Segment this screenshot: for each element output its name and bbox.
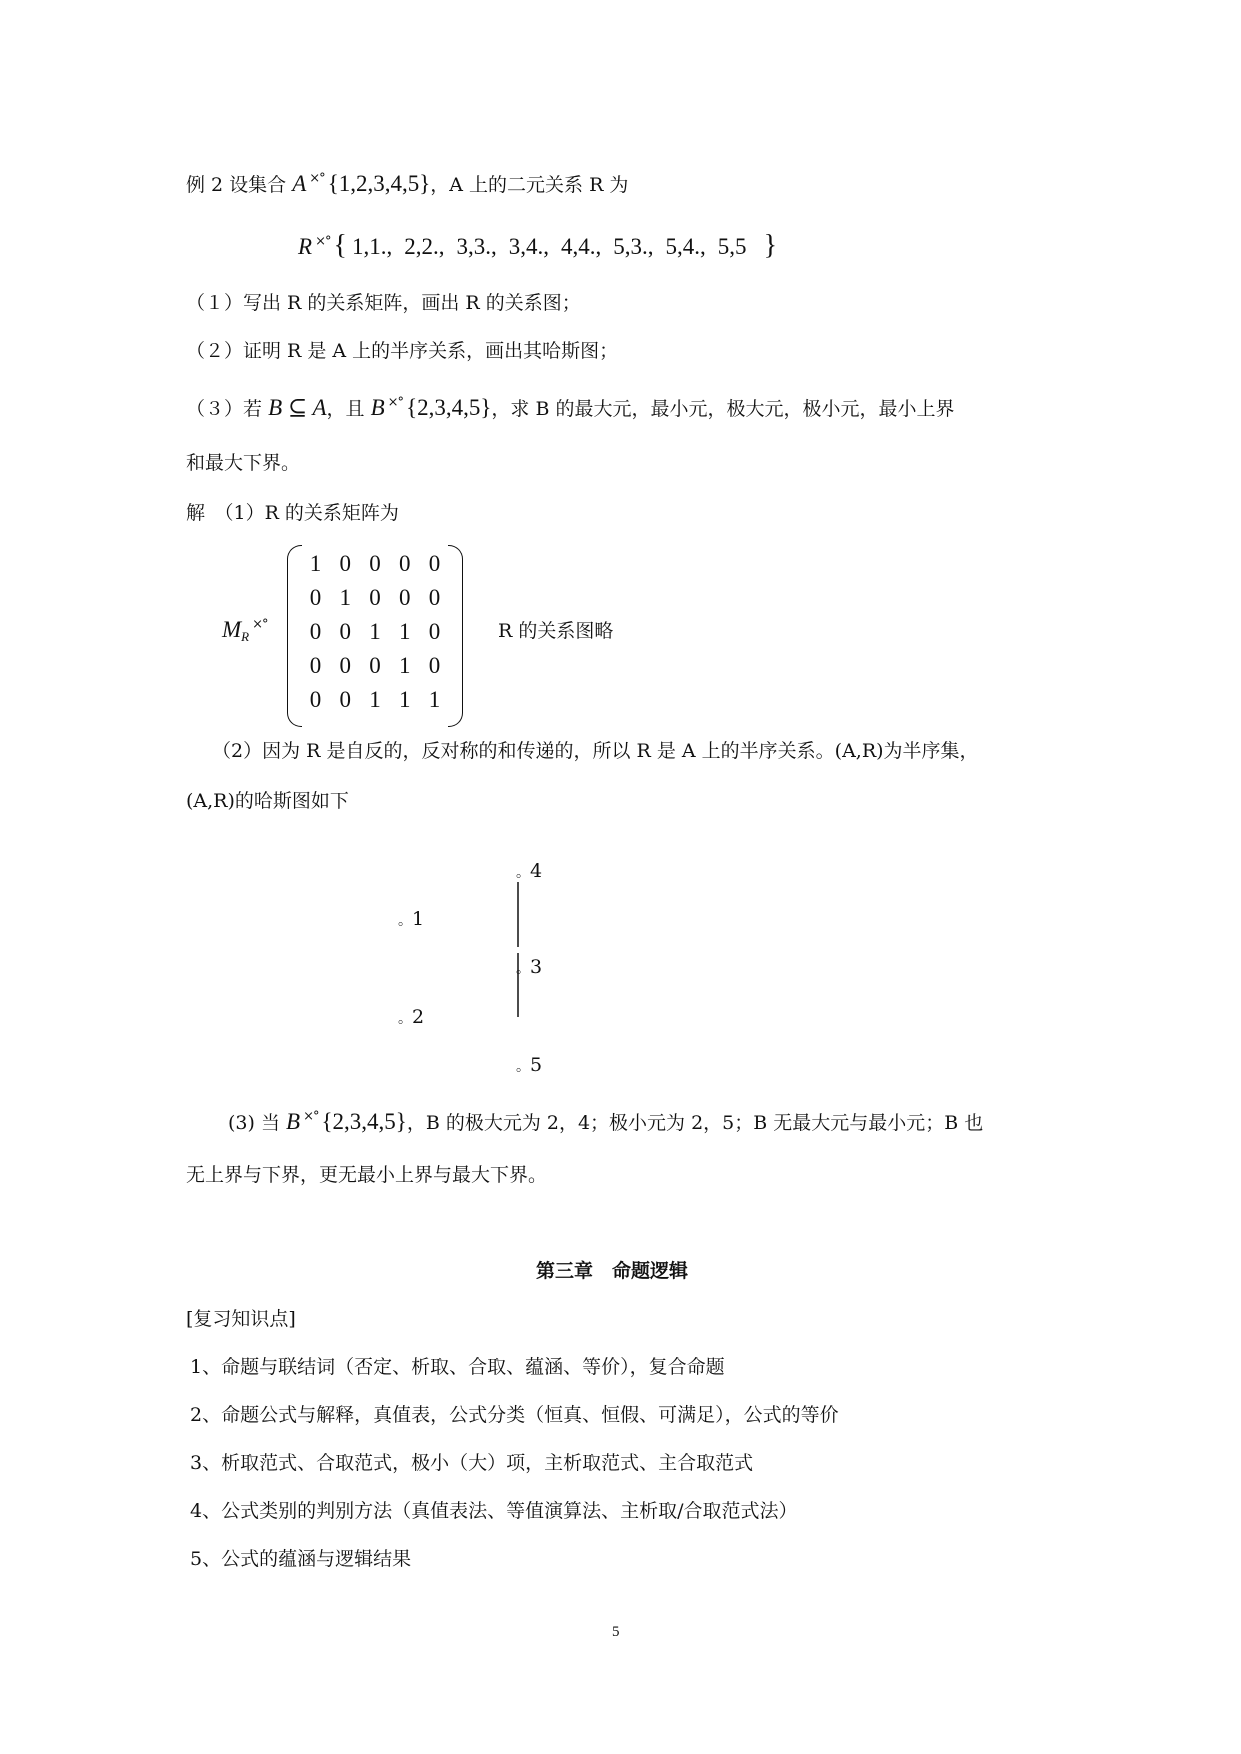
relation-pair: 2,2.,	[404, 234, 445, 259]
hasse-node-5: 。5	[516, 1054, 543, 1076]
relation-pair: 3,4.,	[508, 234, 550, 259]
garbled-equals-mark: ×°	[315, 234, 331, 249]
set-a-value: {1,2,3,4,5}	[327, 171, 431, 196]
matrix-cell: 0	[309, 619, 322, 644]
relation-pair: 5,3.,	[613, 234, 654, 259]
matrix-cell: 1	[399, 619, 411, 644]
matrix-cell: 0	[399, 551, 411, 576]
hasse-node-4: 。4	[516, 860, 543, 882]
relation-pairs	[352, 234, 759, 259]
matrix-cell: 1	[399, 687, 411, 712]
matrix-cell: 0	[309, 687, 322, 712]
part3-prefix: (3) 当	[228, 1112, 280, 1134]
matrix-row	[301, 653, 449, 687]
matrix-label: $M_R^{\times^\circ}$	[222, 617, 268, 645]
chapter-title: 第三章 命题逻辑	[536, 1260, 689, 1282]
example-prefix: 例 2 设集合	[186, 174, 287, 196]
matrix-cell: 0	[428, 585, 441, 610]
matrix-cell: 0	[309, 653, 322, 678]
matrix-row	[301, 687, 449, 721]
left-brace: {	[333, 230, 347, 261]
part2-line1: （2）因为 R 是自反的，反对称的和传递的，所以 R 是 A 上的半序关系。(A,R)为半序集，	[212, 740, 979, 762]
part3-line1	[228, 1110, 983, 1133]
matrix-subscript: R	[241, 629, 250, 645]
matrix-grid	[301, 551, 449, 721]
matrix-cell: 1	[369, 687, 381, 712]
garbled-equals-mark: ×°	[309, 171, 325, 186]
matrix-right-paren	[448, 545, 463, 727]
review-item-2: 2、命题公式与解释，真值表，公式分类（恒真、恒假、可满足），公式的等价	[190, 1404, 839, 1426]
set-b-value: {2,3,4,5}	[406, 395, 492, 420]
review-item-1: 1、命题与联结词（否定、析取、合取、蕴涵、等价），复合命题	[190, 1356, 725, 1378]
question-3	[186, 396, 954, 419]
relation-pair: 5,5	[717, 234, 747, 259]
page-number: 5	[612, 1624, 620, 1640]
matrix-left-paren	[287, 545, 302, 727]
solution-intro: 解 （1）R 的关系矩阵为	[186, 502, 399, 524]
matrix-row	[301, 551, 449, 585]
q3-subset: B ⊆ A	[268, 395, 327, 420]
garbled-equals-mark: ×°	[252, 617, 268, 632]
graph-note: R 的关系图略	[498, 620, 614, 642]
relation-matrix	[287, 545, 463, 725]
part3-suffix: ，B 的极大元为 2，4；极小元为 2，5；B 无最大元与最小元；B 也	[406, 1112, 984, 1134]
matrix-cell: 0	[339, 687, 351, 712]
matrix-cell: 0	[369, 551, 381, 576]
part3-line2: 无上界与下界，更无最小上界与最大下界。	[186, 1164, 548, 1186]
example-line	[186, 172, 628, 195]
review-heading: [复习知识点]	[186, 1308, 296, 1330]
matrix-cell: 0	[339, 653, 351, 678]
matrix-cell: 0	[428, 551, 441, 576]
set-a-name: A	[292, 171, 307, 196]
review-item-4: 4、公式类别的判别方法（真值表法、等值演算法、主析取/合取范式法）	[190, 1500, 798, 1522]
q3-prefix: （３）若	[186, 398, 263, 420]
hasse-node-3: 。3	[516, 956, 543, 978]
question-3-cont: 和最大下界。	[186, 452, 301, 474]
review-item-3: 3、析取范式、合取范式，极小（大）项，主析取范式、主合取范式	[190, 1452, 754, 1474]
matrix-cell: 1	[399, 653, 411, 678]
hasse-node-2: 。2	[398, 1006, 425, 1028]
matrix-cell: 0	[369, 585, 381, 610]
question-2: （２）证明 R 是 A 上的半序关系，画出其哈斯图；	[186, 340, 619, 362]
part3-set: {2,3,4,5}	[321, 1109, 407, 1134]
q3-mid: ，且	[326, 398, 365, 420]
part2-line2: (A,R)的哈斯图如下	[186, 790, 349, 812]
garbled-equals-mark: ×°	[303, 1109, 319, 1124]
matrix-cell: 0	[309, 585, 322, 610]
relation-pair: 1,1.,	[352, 234, 393, 259]
matrix-row	[301, 619, 449, 653]
relation-name: R	[298, 234, 313, 259]
matrix-cell: 0	[399, 585, 411, 610]
q3-suffix: ，求 B 的最大元，最小元，极大元，极小元，最小上界	[491, 398, 955, 420]
matrix-cell: 1	[339, 585, 351, 610]
matrix-cell: 1	[309, 551, 322, 576]
matrix-cell: 0	[339, 619, 351, 644]
question-1: （１）写出 R 的关系矩阵，画出 R 的关系图；	[186, 292, 581, 314]
matrix-cell: 0	[339, 551, 351, 576]
relation-pair: 4,4.,	[561, 234, 602, 259]
matrix-cell: 0	[428, 619, 441, 644]
hasse-node-1: 。1	[398, 908, 425, 930]
matrix-row	[301, 585, 449, 619]
relation-pair: 5,4.,	[665, 234, 706, 259]
example-suffix: ，A 上的二元关系 R 为	[430, 174, 629, 196]
matrix-cell: 0	[428, 653, 441, 678]
relation-pair: 3,3.,	[456, 234, 497, 259]
matrix-cell: 1	[428, 687, 441, 712]
part3-b: B	[286, 1109, 301, 1134]
right-brace: }	[763, 230, 778, 261]
matrix-cell: 0	[369, 653, 381, 678]
garbled-equals-mark: ×°	[387, 395, 404, 410]
relation-line	[298, 230, 777, 262]
matrix-cell: 1	[369, 619, 381, 644]
review-item-5: 5、公式的蕴涵与逻辑结果	[190, 1548, 412, 1570]
set-b-name: B	[370, 395, 385, 420]
